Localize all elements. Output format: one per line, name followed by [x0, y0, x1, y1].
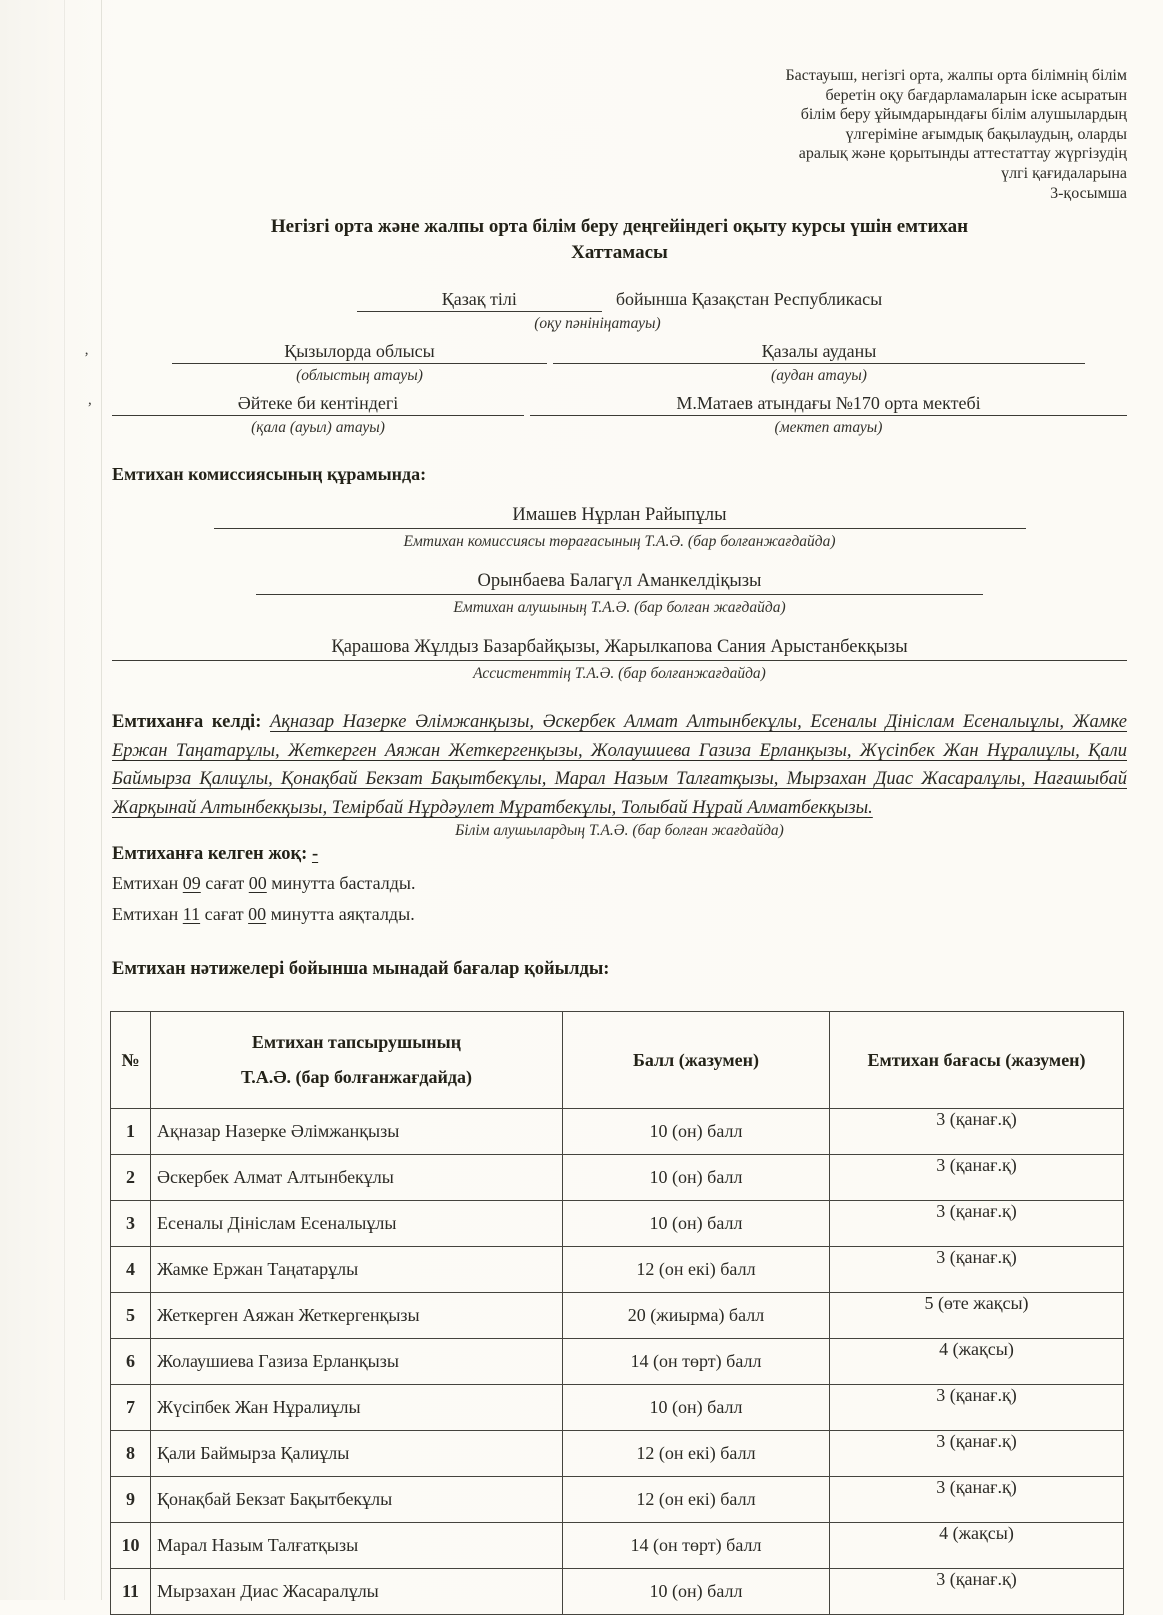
- row-score: 14 (он төрт) балл: [563, 1523, 830, 1569]
- row-grade: 3 (қанағ.қ): [830, 1109, 1124, 1155]
- table-row: [111, 1247, 1124, 1293]
- row-name: Есеналы Дініслам Есеналыұлы: [151, 1201, 563, 1247]
- commission-examiner-caption: Емтихан алушының Т.А.Ә. (бар болған жағдайда): [453, 599, 786, 617]
- scan-speck: ’: [84, 350, 89, 366]
- row-grade: 3 (қанағ.қ): [830, 1155, 1124, 1201]
- row-number: 7: [111, 1385, 151, 1431]
- commission-examiner-name: Орынбаева Балагүл Аманкелдіқызы: [256, 571, 983, 595]
- attendees-caption: Білім алушылардың Т.А.Ә. (бар болған жағдайда): [455, 822, 784, 840]
- row-score: 20 (жиырма) балл: [563, 1293, 830, 1339]
- document-title-line1: Негізгі орта және жалпы орта білім беру деңгейіндегі оқыту курсы үшін емтихан: [270, 216, 969, 238]
- table-row: [111, 1339, 1124, 1385]
- row-score: 10 (он) балл: [563, 1201, 830, 1247]
- subject-line: [112, 289, 1127, 312]
- settlement-caption: (қала (ауыл) атауы): [251, 419, 385, 437]
- region-caption: (облыстың атауы): [296, 367, 423, 385]
- row-number: 2: [111, 1155, 151, 1201]
- table-row: [111, 1293, 1124, 1339]
- subject-caption: (оқу пәнініңатауы): [534, 315, 661, 333]
- subject-field: [357, 289, 602, 312]
- row-name: Ақназар Назерке Әлімжанқызы: [151, 1109, 563, 1155]
- commission-chairman-caption: Емтихан комиссиясы төрағасының Т.А.Ә. (бар болғанжағдайда): [403, 533, 836, 551]
- exam-start-mid: сағат: [205, 873, 245, 894]
- regulation-note-line: Бастауыш, негізгі орта, жалпы орта білімнің білім: [785, 67, 1127, 84]
- row-score: 10 (он) балл: [563, 1109, 830, 1155]
- absent-value: -: [311, 844, 319, 865]
- row-name: Қали Баймырза Қалиұлы: [151, 1431, 563, 1477]
- row-grade: 4 (жақсы): [830, 1339, 1124, 1385]
- settlement-value: Әйтеке би кентіндегі: [112, 393, 524, 416]
- row-grade: 4 (жақсы): [830, 1523, 1124, 1569]
- row-name: Қонақбай Бекзат Бақытбекұлы: [151, 1477, 563, 1523]
- row-number: 6: [111, 1339, 151, 1385]
- subject-after-text: бойынша Қазақстан Республикасы: [615, 289, 883, 310]
- row-score: 12 (он екі) балл: [563, 1247, 830, 1293]
- exam-end-line: [112, 902, 1127, 927]
- row-name: Әскербек Алмат Алтынбекұлы: [151, 1155, 563, 1201]
- row-score: 14 (он төрт) балл: [563, 1339, 830, 1385]
- row-number: 11: [111, 1569, 151, 1615]
- exam-start-minute: 00: [248, 873, 267, 894]
- district-caption: (аудан атауы): [771, 367, 867, 385]
- row-score: 10 (он) балл: [563, 1385, 830, 1431]
- header-number: №: [111, 1012, 151, 1109]
- exam-end-suffix: минутта аяқталды.: [270, 904, 415, 925]
- header-name: [151, 1012, 563, 1109]
- commission-chairman: [214, 505, 1026, 551]
- row-score: 12 (он екі) балл: [563, 1477, 830, 1523]
- exam-end-mid: сағат: [204, 904, 244, 925]
- row-score: 12 (он екі) балл: [563, 1431, 830, 1477]
- results-table-header-row: [111, 1012, 1124, 1109]
- region-field: [172, 341, 547, 385]
- region-district-row: [112, 341, 1127, 385]
- row-grade: 5 (өте жақсы): [830, 1293, 1124, 1339]
- commission-assistants: [112, 637, 1127, 683]
- header-grade: Емтихан бағасы (жазумен): [830, 1012, 1124, 1109]
- regulation-note-line: үлгеріміне ағымдық бақылаудың, оларды: [845, 125, 1127, 143]
- row-number: 5: [111, 1293, 151, 1339]
- table-row: [111, 1201, 1124, 1247]
- commission-chairman-name: Имашев Нұрлан Райыпұлы: [214, 505, 1026, 529]
- row-number: 1: [111, 1109, 151, 1155]
- exam-start-hour: 09: [182, 873, 201, 894]
- row-name: Жамке Ержан Таңатарұлы: [151, 1247, 563, 1293]
- regulation-note: [112, 66, 1127, 203]
- exam-start-prefix: Емтихан: [112, 873, 179, 894]
- settlement-field: [112, 393, 524, 437]
- attendees-paragraph: [112, 708, 1127, 822]
- commission-assistants-names: Қарашова Жұлдыз Базарбайқызы, Жарылкапова Сания Арыстанбекқызы: [112, 637, 1127, 661]
- exam-end-hour: 11: [182, 904, 201, 925]
- school-field: [530, 393, 1127, 437]
- header-name-line2: Т.А.Ә. (бар болғанжағдайда): [241, 1067, 472, 1088]
- settlement-school-row: [112, 393, 1127, 437]
- table-row: [111, 1477, 1124, 1523]
- regulation-note-annex: 3-қосымша: [1050, 184, 1127, 202]
- row-number: 3: [111, 1201, 151, 1247]
- document-content: [112, 0, 1128, 1602]
- regulation-note-line: білім беру ұйымдарындағы білім алушылардың: [800, 106, 1127, 124]
- scan-speck: ,: [88, 392, 92, 408]
- exam-end-prefix: Емтихан: [112, 904, 179, 925]
- document-title-line2: Хаттамасы: [571, 242, 668, 264]
- header-score: Балл (жазумен): [563, 1012, 830, 1109]
- header-name-line1: Емтихан тапсырушының: [251, 1032, 462, 1053]
- school-caption: (мектеп атауы): [774, 419, 883, 437]
- table-row: [111, 1109, 1124, 1155]
- document-title: [112, 214, 1127, 266]
- attendees-label: Емтиханға келді:: [112, 712, 262, 733]
- row-grade: 3 (қанағ.қ): [830, 1201, 1124, 1247]
- table-row: [111, 1523, 1124, 1569]
- region-value: Қызылорда облысы: [172, 341, 547, 364]
- regulation-note-line: беретін оқу бағдарламаларын іске асыратын: [825, 86, 1127, 104]
- absent-line: [112, 844, 1127, 865]
- scan-artifact-line: [101, 0, 102, 1600]
- table-row: [111, 1569, 1124, 1615]
- table-row: [111, 1385, 1124, 1431]
- commission-heading: Емтихан комиссиясының құрамында:: [112, 464, 427, 485]
- row-name: Мырзахан Диас Жасаралұлы: [151, 1569, 563, 1615]
- district-field: [553, 341, 1085, 385]
- row-number: 4: [111, 1247, 151, 1293]
- subject-value: Қазақ тілі: [441, 289, 517, 310]
- row-grade: 3 (қанағ.қ): [830, 1247, 1124, 1293]
- exam-end-minute: 00: [248, 904, 267, 925]
- regulation-note-line: аралық және қорытынды аттестаттау жүргізудің: [798, 145, 1127, 163]
- row-number: 9: [111, 1477, 151, 1523]
- row-number: 8: [111, 1431, 151, 1477]
- row-name: Жеткерген Аяжан Жеткергенқызы: [151, 1293, 563, 1339]
- table-row: [111, 1431, 1124, 1477]
- district-value: Қазалы ауданы: [553, 341, 1085, 364]
- commission-assistants-caption: Ассистенттің Т.А.Ә. (бар болғанжағдайда): [473, 665, 766, 683]
- regulation-note-line: үлгі қағидаларына: [1001, 164, 1127, 182]
- row-score: 10 (он) балл: [563, 1569, 830, 1615]
- row-name: Марал Назым Талғатқызы: [151, 1523, 563, 1569]
- results-heading: Емтихан нәтижелері бойынша мынадай бағалар қойылды:: [112, 959, 610, 980]
- attendees-names: Ақназар Назерке Әлімжанқызы, Әскербек Алмат Алтынбекұлы, Есеналы Дініслам Есеналыұлы, Жамке Ержан Таңатарұлы, Жеткерген Аяжан Жеткергенқызы, Жолаушиева Газиза Ерланқызы, Жүсіпбек Жан Нұралиұлы, Қали Баймырза Қалиұлы, Қонақбай Бекзат Бақытбекұлы, Марал Назым Талғатқызы, Мырзахан Диас Жасаралұлы, Нағашыбай Жарқынай Алтынбекқызы, Темірбай Нұрдәулет Мұратбекұлы, Толыбай Нұрай Алматбекқызы.: [112, 712, 1128, 818]
- row-grade: 3 (қанағ.қ): [830, 1477, 1124, 1523]
- row-grade: 3 (қанағ.қ): [830, 1431, 1124, 1477]
- exam-start-suffix: минутта басталды.: [271, 873, 416, 894]
- row-name: Жолаушиева Газиза Ерланқызы: [151, 1339, 563, 1385]
- exam-start-line: [112, 871, 1127, 896]
- row-grade: 3 (қанағ.қ): [830, 1385, 1124, 1431]
- absent-label: Емтиханға келген жоқ:: [112, 844, 308, 865]
- results-table: [110, 1011, 1124, 1615]
- row-score: 10 (он) балл: [563, 1155, 830, 1201]
- row-number: 10: [111, 1523, 151, 1569]
- school-value: М.Матаев атындағы №170 орта мектебі: [530, 393, 1127, 416]
- row-name: Жүсіпбек Жан Нұралиұлы: [151, 1385, 563, 1431]
- scan-artifact-line: [64, 0, 65, 1600]
- table-row: [111, 1155, 1124, 1201]
- row-grade: 3 (қанағ.қ): [830, 1569, 1124, 1615]
- commission-examiner: [256, 571, 983, 617]
